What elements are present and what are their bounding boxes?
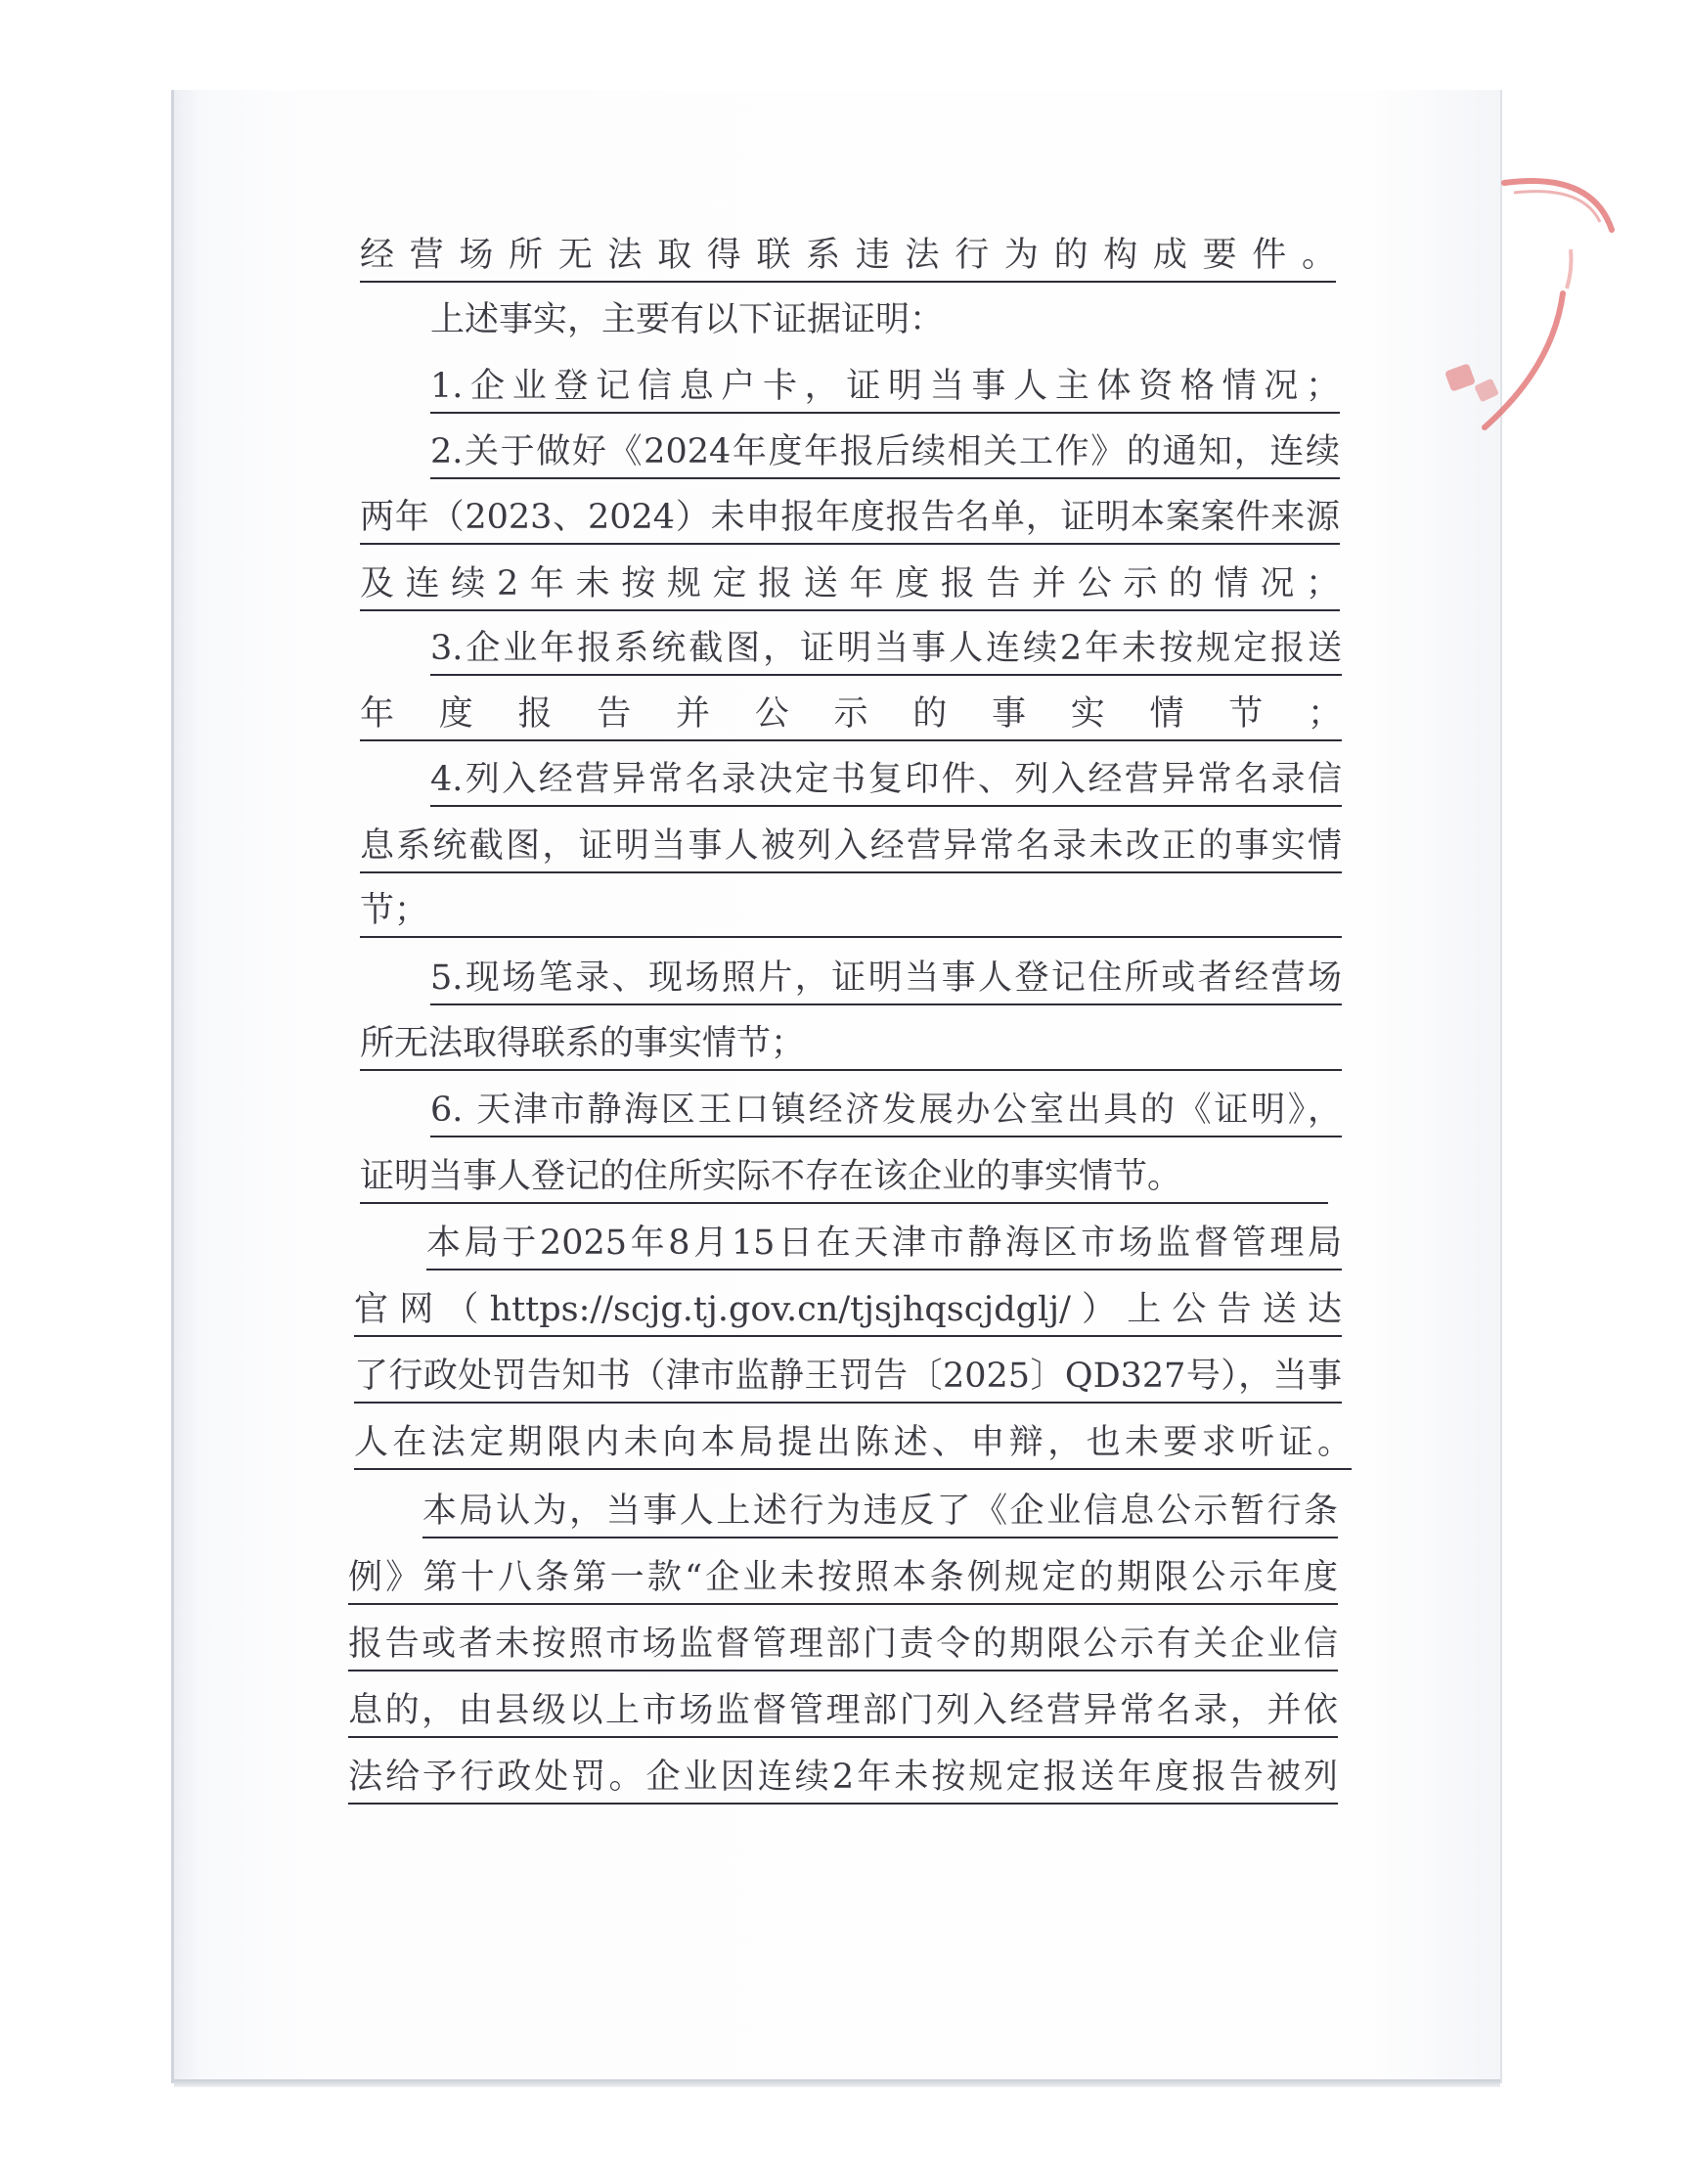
text-line-08: 年度报告并公示的事实情节； <box>360 690 1342 740</box>
text-line-13: 所无法取得联系的事实情节； <box>360 1019 1342 1070</box>
text-line-22: 报告或者未按照市场监督管理部门责令的期限公示有关企业信 <box>348 1620 1338 1671</box>
text-line-24: 法给予行政处罚。企业因连续2年未按规定报送年度报告被列 <box>348 1753 1338 1804</box>
text-line-03: 1.企业登记信息户卡，证明当事人主体资格情况； <box>430 362 1340 413</box>
text-line-18: 了行政处罚告知书（津市监静王罚告〔2025〕QD327号），当事 <box>354 1352 1342 1403</box>
paper-bottom-edge <box>174 2079 1500 2087</box>
text-line-23: 息的，由县级以上市场监督管理部门列入经营异常名录，并依 <box>348 1686 1338 1737</box>
text-line-05: 两年（2023、2024）未申报年度报告名单，证明本案案件来源 <box>360 493 1340 544</box>
text-line-10: 息系统截图，证明当事人被列入经营异常名录未改正的事实情 <box>360 822 1342 872</box>
text-line-17: 官网（https://scjg.tj.gov.cn/tjsjhqscjdglj/）上公告送达 <box>354 1285 1342 1336</box>
text-line-14: 6. 天津市静海区王口镇经济发展办公室出具的《证明》， <box>430 1086 1342 1137</box>
text-line-06: 及连续2年未按规定报送年度报告并公示的情况； <box>360 559 1340 610</box>
text-line-19: 人在法定期限内未向本局提出陈述、申辩，也未要求听证。 <box>354 1418 1352 1469</box>
text-line-02: 上述事实，主要有以下证据证明： <box>430 300 945 339</box>
text-line-01: 经营场所无法取得联系违法行为的构成要件。 <box>360 231 1336 282</box>
text-line-15: 证明当事人登记的住所实际不存在该企业的事实情节。 <box>360 1152 1328 1203</box>
text-line-07: 3.企业年报系统截图，证明当事人连续2年未按规定报送 <box>430 624 1342 675</box>
text-line-20: 本局认为，当事人上述行为违反了《企业信息公示暂行条 <box>422 1487 1338 1538</box>
text-line-12: 5.现场笔录、现场照片，证明当事人登记住所或者经营场 <box>430 954 1342 1004</box>
text-line-09: 4.列入经营异常名录决定书复印件、列入经营异常名录信 <box>430 755 1342 806</box>
text-line-16: 本局于2025年8月15日在天津市静海区市场监督管理局 <box>426 1219 1342 1270</box>
text-line-21: 例》第十八条第一款“企业未按照本条例规定的期限公示年度 <box>348 1553 1338 1604</box>
text-line-04: 2.关于做好《2024年度年报后续相关工作》的通知，连续 <box>430 427 1340 478</box>
text-line-11: 节； <box>360 886 1342 937</box>
